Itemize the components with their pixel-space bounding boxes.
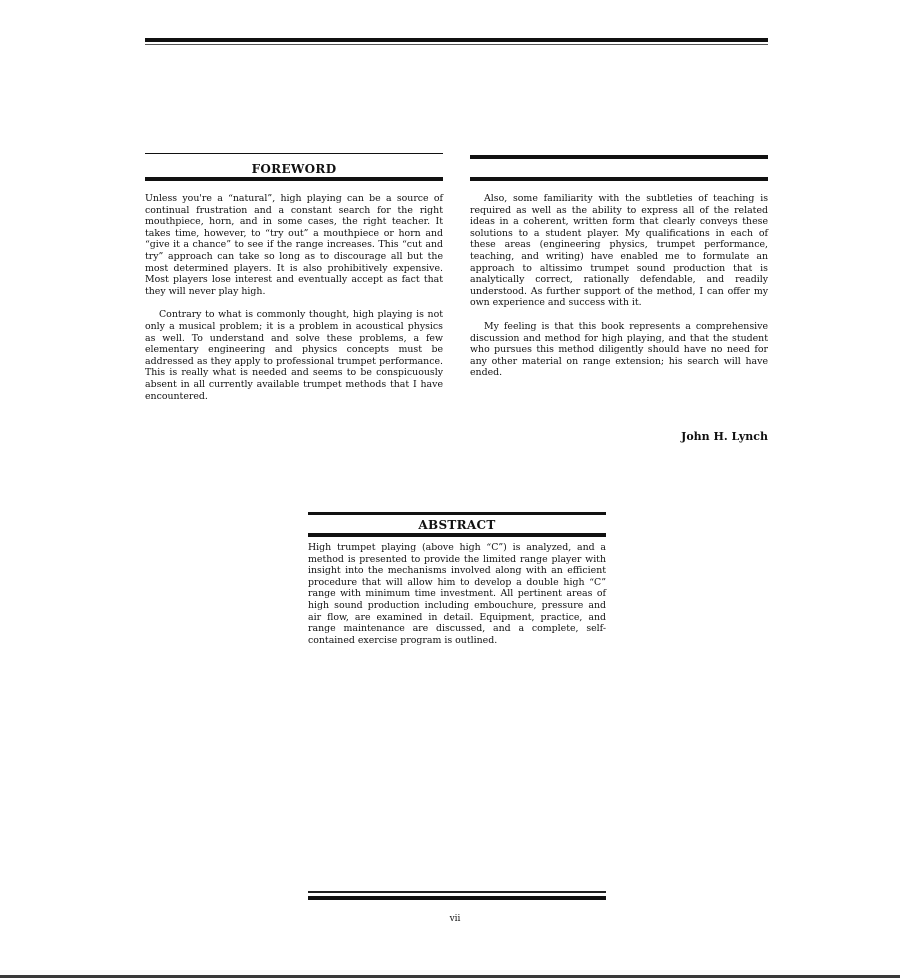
foreword-signature: John H. Lynch	[681, 430, 768, 443]
bottom-rule	[308, 896, 606, 900]
right-column-rule-top	[470, 155, 768, 159]
abstract-body: High trumpet playing (above high “C”) is analyzed, and a method is presented to provide the limited range player with insight into the mechanisms involved along with an efficient procedure that will allow him to develop a double high “C” range with minimum time investment. All pertinent areas of high sound production including embouchure, pressure and air flow, are examined in detail. Equipment, practice, and range maintenance are discussed, and a complete, self-contained exercise program is outlined.	[308, 542, 606, 646]
top-rule	[145, 38, 768, 42]
foreword-right-column	[470, 193, 768, 391]
foreword-left-column	[145, 193, 443, 414]
abstract-rule	[308, 533, 606, 537]
bottom-rule-thin	[308, 891, 606, 893]
foreword-paragraph-2: Contrary to what is commonly thought, high playing is not only a musical problem; it is a problem in acoustical physics as well. To understand and solve these problems, a few elementary engineering and physics concepts must be addressed as they apply to professional trumpet performance. This is really what is needed and seems to be conspicuously absent in all currently available trumpet methods that I have encountered.	[145, 309, 443, 402]
foreword-heading: FOREWORD	[251, 162, 337, 176]
foreword-paragraph-3: Also, some familiarity with the subtleties of teaching is required as well as the ability to express all of the related ideas in a coherent, written form that clearly conveys these solutions to a student player. My qualifications in each of these areas (engineering physics, trumpet performance, teaching, and writing) have enabled me to formulate an approach to altissimo trumpet sound production that is analytically correct, rationally defendable, and readily understood. As further support of the method, I can offer my own experience and success with it.	[470, 193, 768, 309]
foreword-rule	[145, 177, 443, 181]
foreword-paragraph-4: My feeling is that this book represents a comprehensive discussion and method for high playing, and that the student who pursues this method diligently should have no need for any other material on range extension; his search will have ended.	[470, 320, 768, 379]
abstract-rule-top	[308, 512, 606, 515]
foreword-paragraph-1: Unless you're a “natural”, high playing can be a source of continual frustration and a constant search for the right mouthpiece, horn, and in some cases, the right teacher. It takes time, however, to “try out” a mouthpiece or horn and “give it a chance” to see if the range increases. This “cut and try” approach can take so long as to discourage all but the most determined players. It is also prohibitively expensive. Most players lose interest and eventually accept as fact that they will never play high.	[145, 193, 443, 297]
right-column-rule	[470, 177, 768, 181]
top-rule-thin	[145, 44, 768, 45]
page-number: vii	[449, 914, 461, 924]
foreword-rule-top	[145, 153, 443, 154]
abstract-heading: ABSTRACT	[418, 518, 496, 532]
